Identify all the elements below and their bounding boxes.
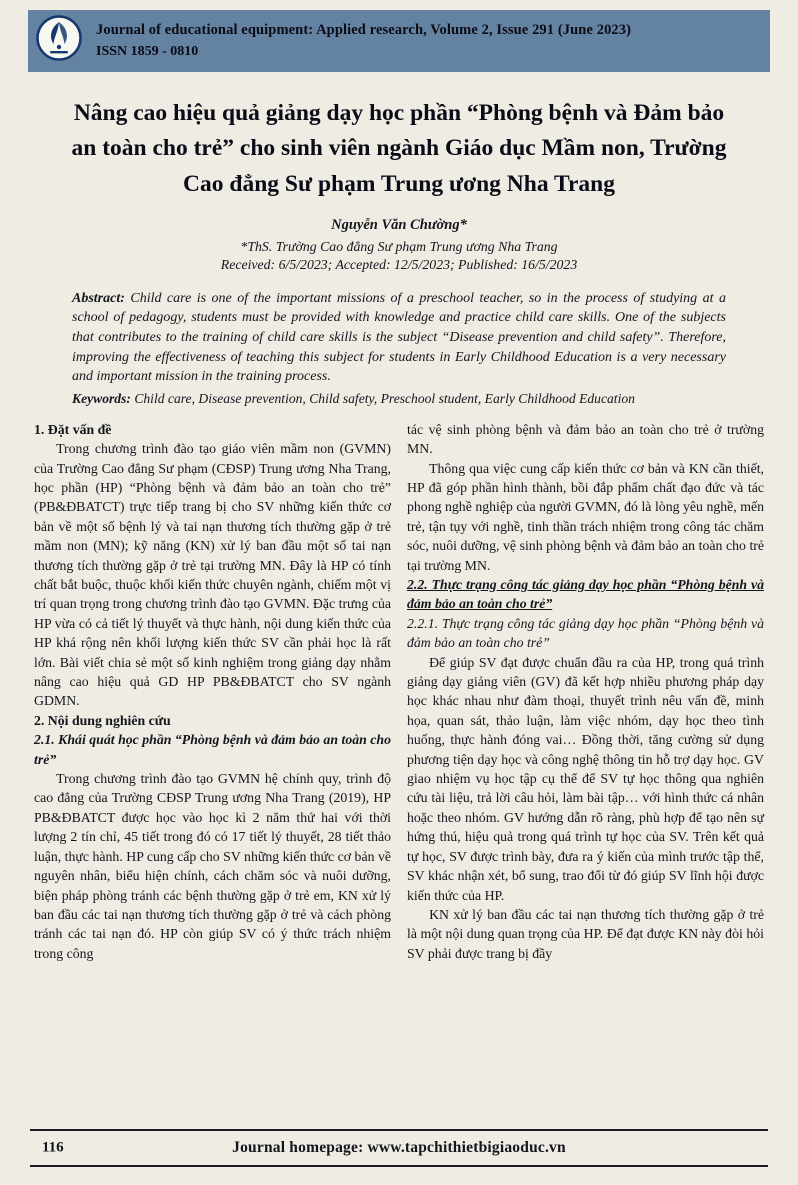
page-footer	[30, 1129, 768, 1167]
subsection-heading: 2.2. Thực trạng công tác giảng dạy học phần “Phòng bệnh và đảm bảo an toàn cho trẻ”	[407, 577, 764, 612]
journal-logo-icon	[36, 15, 82, 61]
body-paragraph: Trong chương trình đào tạo giáo viên mầm non (GVMN) của Trường Cao đẳng Sư phạm (CĐSP) Trung ương Nha Trang, học phần (HP) “Phòng bệnh và đảm bảo an toàn cho trẻ” (PB&ĐBATCT) trực tiếp trang bị cho SV những kiến thức cơ bản về một số bệnh lý và tai nạn thương tích thường gặp ở trẻ mầm non (MN); kỹ năng (KN) xử lý ban đầu một số tai nạn thương tích thường gặp ở trẻ tại trường MN. Đây là HP có tính chất bắt buộc, thuộc khối kiến thức chuyên ngành, chiếm một vị trí quan trọng trong chương trình đào tạo GVMN. Đặc trưng của HP vừa có cả tiết lý thuyết và thực hành, nội dung kiến thức của HP khá rộng nên khối lượng kiến thức SV cần phải học là rất lớn. Bài viết chia sẻ một số kinh nghiệm trong giảng dạy nhằm nâng cao hiệu quả GD HP PB&ĐBATCT cho SV ngành GDMN.	[34, 441, 391, 709]
article-title: Nâng cao hiệu quả giảng dạy học phần “Phòng bệnh và Đảm bảo an toàn cho trẻ” cho sinh viên ngành Giáo dục Mầm non, Trường Cao đẳng Sư phạm Trung ương Nha Trang	[71, 100, 727, 197]
author-affiliation: *ThS. Trường Cao đẳng Sư phạm Trung ương Nha Trang	[240, 238, 558, 254]
journal-logo	[36, 15, 82, 66]
journal-name-line: Journal of educational equipment: Applied research, Volume 2, Issue 291 (June 2023)	[96, 21, 632, 38]
author-name: Nguyễn Văn Chường*	[331, 216, 467, 233]
body-paragraph: KN xử lý ban đầu các tai nạn thương tích thường gặp ở trẻ là một nội dung quan trọng của HP. Để đạt được KN này đòi hỏi SV phải được trang bị đầy	[407, 906, 764, 961]
journal-header-bar	[28, 10, 770, 72]
journal-page	[0, 10, 798, 1185]
left-column	[34, 420, 391, 963]
subsection-heading: 2.1. Khái quát học phần “Phòng bệnh và đảm bảo an toàn cho trẻ”	[34, 732, 391, 767]
keywords-label: Keywords:	[72, 390, 131, 406]
body-paragraph: Trong chương trình đào tạo GVMN hệ chính quy, trình độ cao đẳng của Trường CĐSP Trung ương Nha Trang (2019), HP PB&ĐBATCT được học vào học kì 2 năm thứ hai với thời lượng 2 tín chỉ, 45 tiết trong đó có 17 tiết lý thuyết, 28 tiết thảo luận, thực hành. HP cung cấp cho SV những kiến thức cơ bản về nguyên nhân, biểu hiện chính, cách chăm sóc và nuôi dưỡng, biện pháp phòng tránh các bệnh thường gặp ở trẻ em, KN xử lý ban đầu các tai nạn thương tích thường gặp ở trẻ và cách phòng tránh các tai nạn đó. HP còn giúp SV có ý thức trách nhiệm trong công	[34, 771, 391, 961]
subsubsection-heading: 2.2.1. Thực trạng công tác giảng dạy học phần “Phòng bệnh và đảm bảo an toàn cho trẻ”	[407, 615, 764, 651]
keywords	[72, 389, 726, 408]
body-paragraph: Để giúp SV đạt được chuẩn đầu ra của HP, trong quá trình giảng dạy giảng viên (GV) đã kết hợp nhiều phương pháp dạy học khác nhau như đàm thoại, thuyết trình nêu vấn đề, minh họa, quan sát, thảo luận, làm việc nhóm, dạy học theo tình huống, thực hành đóng vai… Đồng thời, tăng cường sử dụng phương tiện dạy học và công nghệ thông tin hỗ trợ dạy học. GV giao nhiệm vụ học tập cụ thể để SV tự học thông qua nghiên cứu tài liệu, trả lời câu hỏi, làm bài tập… với hình thức cá nhân hoặc theo nhóm. GV hướng dẫn rõ ràng, phù hợp để tạo nên sự hứng thú, hiệu quả trong quá trình tự học của SV. Trên kết quả tự học, SV được trình bày, đưa ra ý kiến của mình trước tập thể, SV khác nhận xét, bổ sung, trao đổi từ đó giúp SV lĩnh hội được kiến thức của HP.	[407, 654, 764, 903]
body-paragraph: Thông qua việc cung cấp kiến thức cơ bản và KN cần thiết, HP đã góp phần hình thành, bồi đắp phẩm chất đạo đức và tác phong nghề nghiệp của người GVMN, đó là lòng yêu nghề, mến trẻ, tận tụy với nghề, tinh thần trách nhiệm trong công tác chăm sóc, nuôi dưỡng, vệ sinh phòng bệnh và đảm bảo an toàn cho trẻ tại trường MN.	[407, 460, 764, 573]
section-heading: 1. Đặt vấn đề	[34, 421, 112, 437]
section-heading: 2. Nội dung nghiên cứu	[34, 712, 171, 728]
abstract-text: Child care is one of the important missions of a preschool teacher, so in the process of studying at a school of pedagogy, students must be provided with knowledge and practice child care skills. One of the subjects that contributes to the training of child care skills is the subject “Disease prevention and child safety”. Therefore, improving the effectiveness of teaching this subject for students in Early Childhood Education is a very necessary and important mission in the training process.	[72, 290, 726, 385]
body-columns	[34, 420, 764, 963]
right-column	[407, 420, 764, 963]
article-dates: Received: 6/5/2023; Accepted: 12/5/2023; Published: 16/5/2023	[220, 256, 578, 272]
journal-homepage-link[interactable]: Journal homepage: www.tapchithietbigiaoduc.vn	[232, 1139, 566, 1156]
abstract-label: Abstract:	[72, 290, 125, 306]
body-paragraph: tác vệ sinh phòng bệnh và đảm bảo an toàn cho trẻ ở trường MN.	[407, 421, 764, 457]
journal-header-text	[96, 22, 758, 60]
abstract	[72, 289, 726, 387]
page-number: 116	[42, 1139, 64, 1156]
issn-line: ISSN 1859 - 0810	[96, 43, 199, 59]
keywords-text: Child care, Disease prevention, Child safety, Preschool student, Early Childhood Education	[134, 390, 635, 406]
